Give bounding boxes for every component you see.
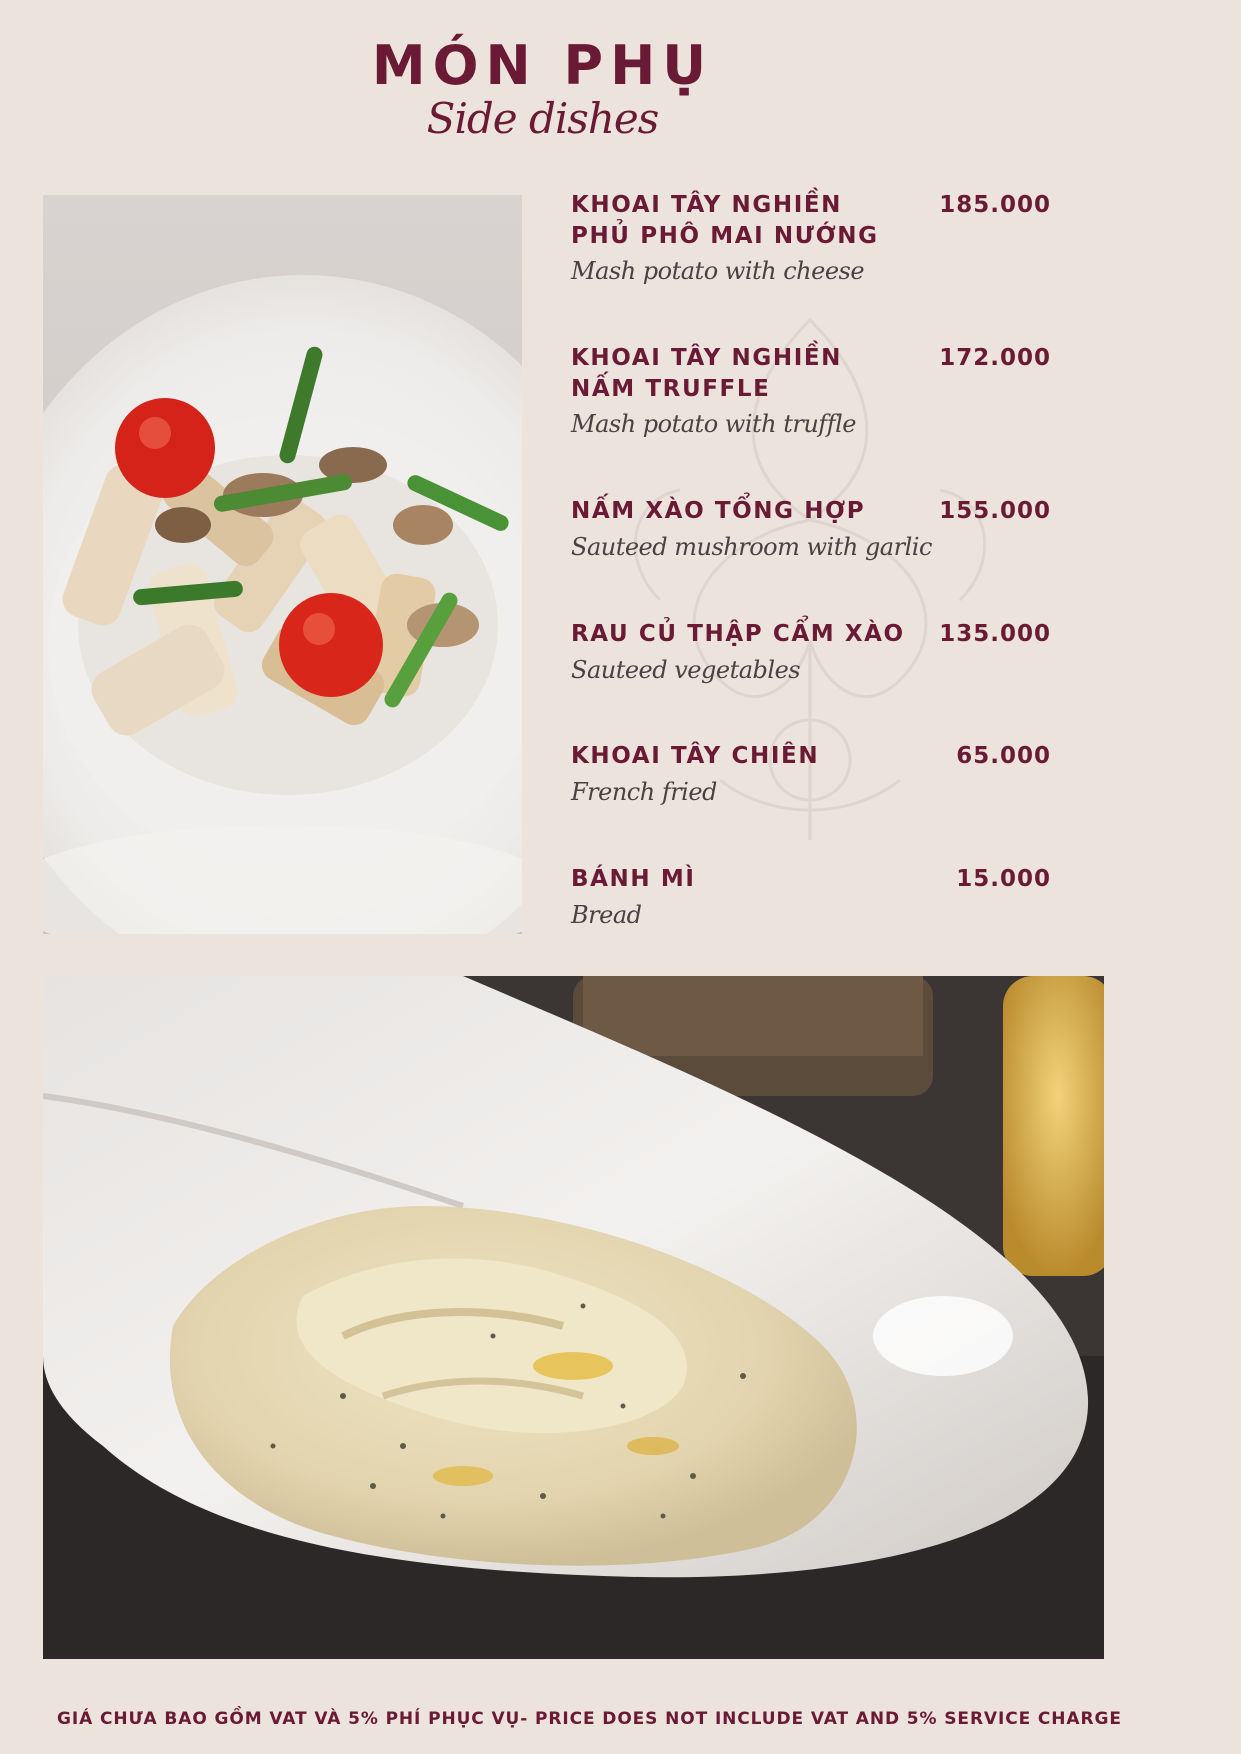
item-price: 172.000 <box>939 345 1051 371</box>
item-name: KHOAI TÂY NGHIỀN PHỦ PHÔ MAI NƯỚNG <box>571 192 879 249</box>
item-price: 185.000 <box>939 192 1051 218</box>
item-price: 65.000 <box>956 743 1051 769</box>
price-note: GIÁ CHƯA BAO GỒM VAT VÀ 5% PHÍ PHỤC VỤ- PRICE DOES NOT INCLUDE VAT AND 5% SERVICE CHARGE <box>57 1709 1122 1729</box>
item-description: Mash potato with truffle <box>571 410 856 438</box>
item-name: KHOAI TÂY NGHIỀN NẤM TRUFFLE <box>571 345 843 402</box>
item-name: BÁNH MÌ <box>571 866 696 892</box>
item-description: Bread <box>571 901 642 929</box>
sauteed-mushroom-vegetables-photo <box>43 195 522 934</box>
item-description: Sauteed mushroom with garlic <box>571 533 932 561</box>
page-title: MÓN PHỤ <box>371 34 714 97</box>
item-description: French fried <box>571 778 717 806</box>
item-description: Mash potato with cheese <box>571 257 865 285</box>
item-name: RAU CỦ THẬP CẨM XÀO <box>571 621 905 647</box>
item-price: 155.000 <box>939 498 1051 524</box>
item-name: NẤM XÀO TỔNG HỢP <box>571 498 866 524</box>
page-subtitle: Side dishes <box>426 94 659 143</box>
item-price: 135.000 <box>939 621 1051 647</box>
item-description: Sauteed vegetables <box>571 656 801 684</box>
item-price: 15.000 <box>956 866 1051 892</box>
item-name: KHOAI TÂY CHIÊN <box>571 743 820 769</box>
mashed-potato-spoon-photo <box>43 976 1104 1659</box>
